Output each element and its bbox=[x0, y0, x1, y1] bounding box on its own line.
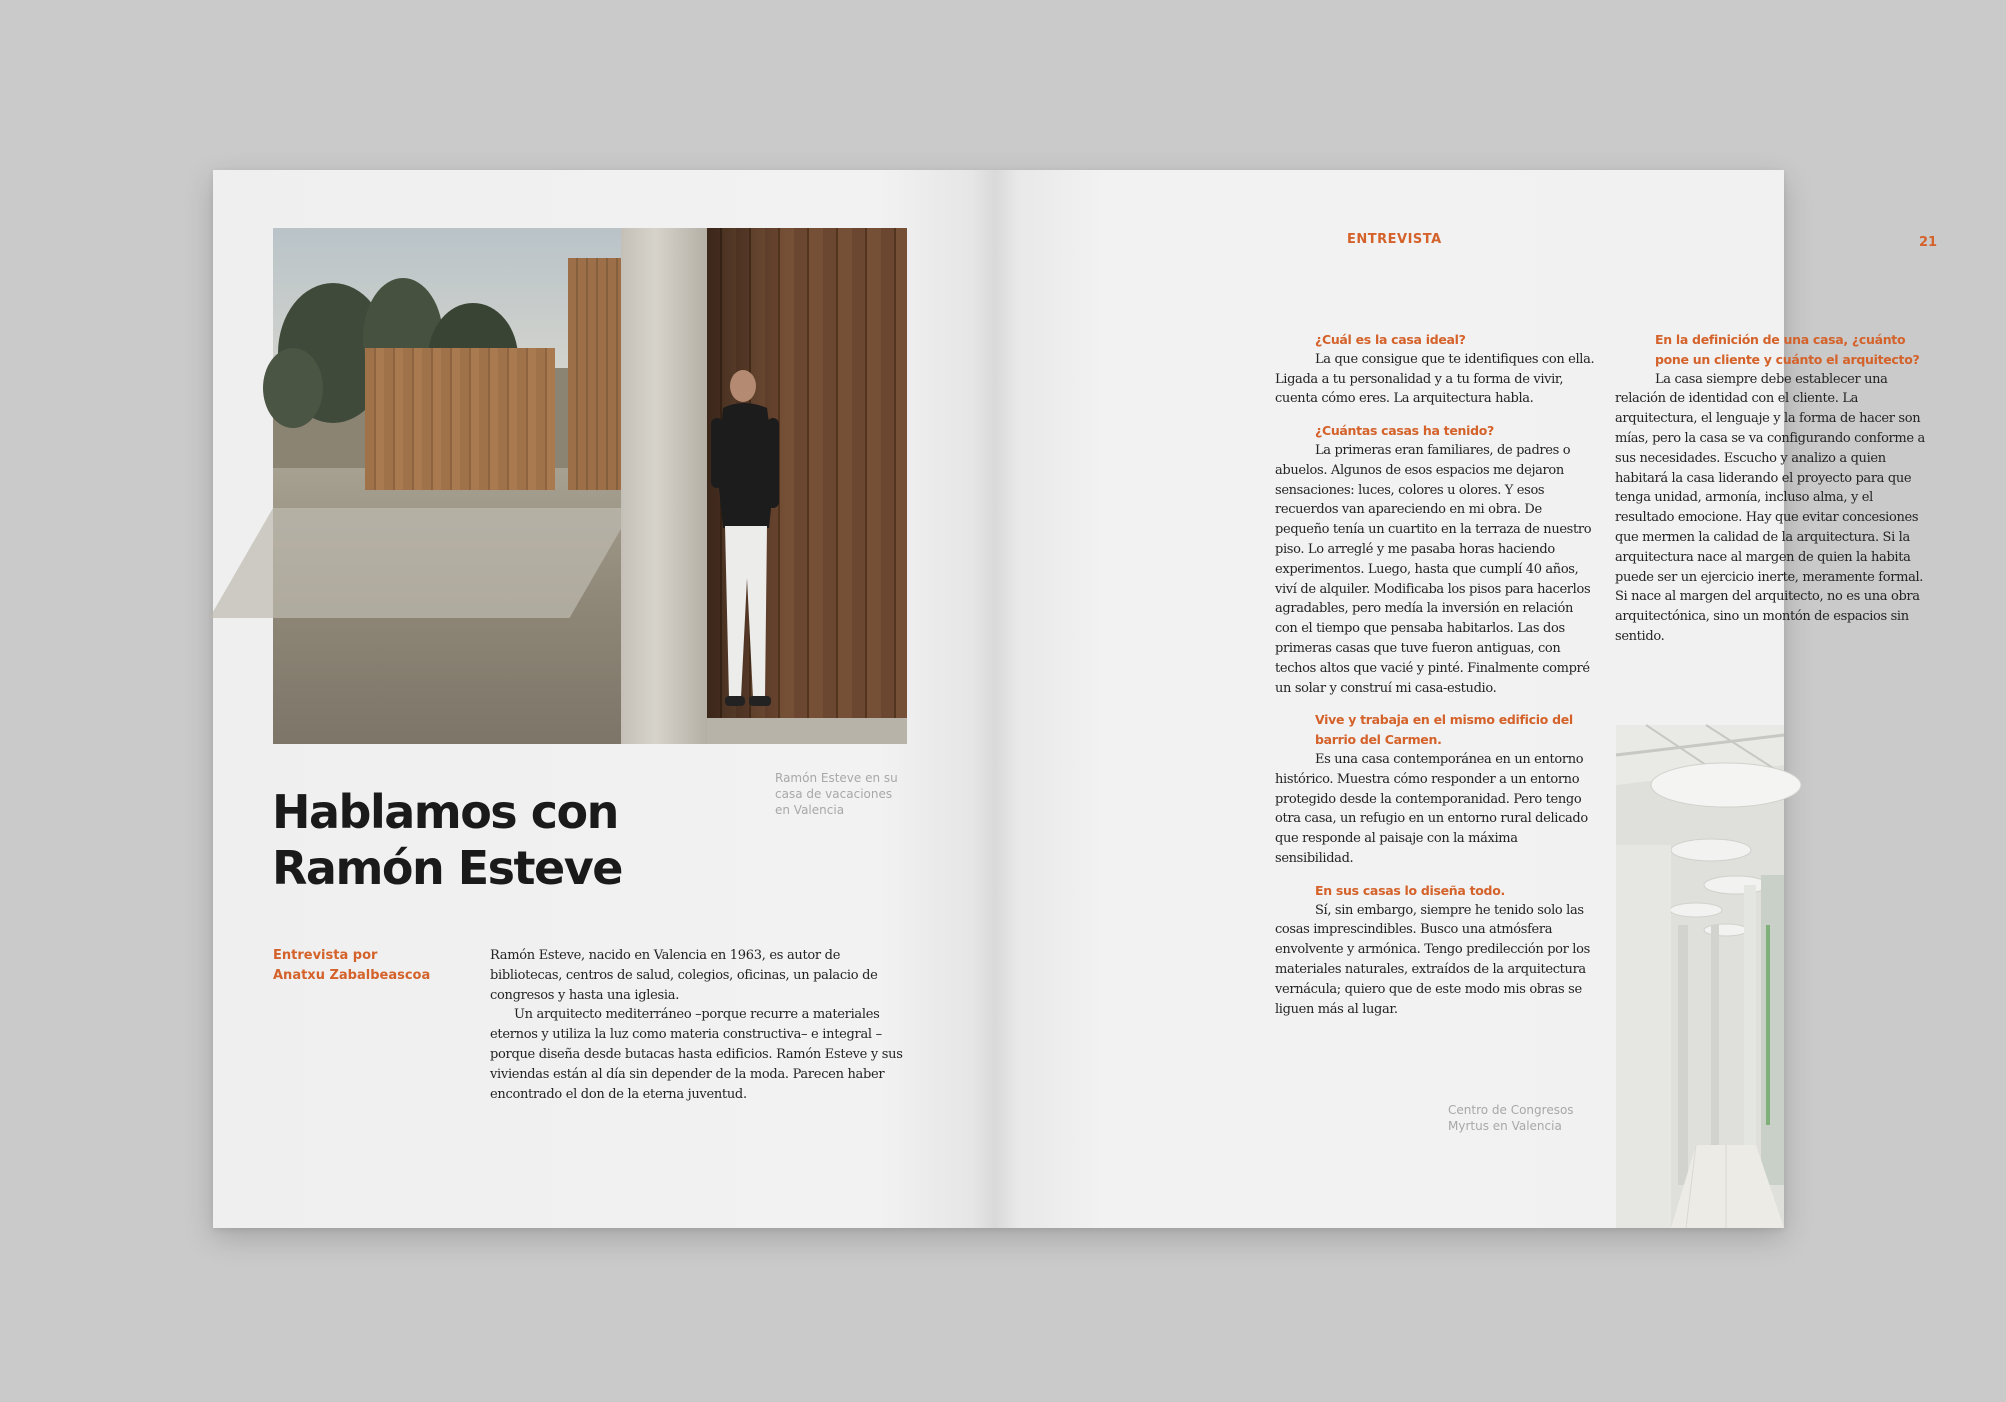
magazine-spread bbox=[213, 170, 1938, 1228]
caption-line: en Valencia bbox=[775, 803, 845, 817]
article-title bbox=[272, 784, 792, 896]
section-label: ENTREVISTA bbox=[1347, 232, 1442, 247]
intro-text bbox=[490, 946, 910, 1104]
congress-center-caption bbox=[1448, 1102, 1608, 1134]
answer: La primeras eran familiares, de padres o abuelos. Algunos de esos espacios me dejaron sensaciones: luces, colores u olores. Y esos recuerdos van apareciendo en mi obra. De pequeño tenía un cuartito en la terraza de nuestro piso. Lo arreglé y me pasaba horas haciendo experimentos. Luego, hasta que cumplí 40 años, viví de alquiler. Modificaba los pisos para hacerlos agradables, pero medía la inversión en relación con el tiempo que pensaba habitarlos. Las dos primeras casas que tuve fueron antiguas, con techos altos que vacié y pinté. Finalmente compré un solar y construí mi casa-estudio. bbox=[1275, 442, 1592, 696]
page-number: 21 bbox=[1919, 235, 1938, 250]
author-label: Entrevista por bbox=[273, 948, 378, 963]
intro-paragraph: Un arquitecto mediterráneo –porque recurre a materiales eternos y utiliza la luz como materia constructiva– e integral –porque diseña desde butacas hasta edificios. Ramón Esteve y sus viviendas están al día sin depender de la moda. Parecen haber encontrado el don de la eterna juventud. bbox=[490, 1007, 903, 1102]
photo-concrete-column bbox=[621, 228, 707, 744]
photo-wooden-wall bbox=[365, 348, 555, 490]
photo-path bbox=[209, 508, 633, 618]
qa-block bbox=[1275, 881, 1595, 1020]
caption-line: Ramón Esteve en su bbox=[775, 771, 898, 785]
question: ¿Cuál es la casa ideal? bbox=[1315, 332, 1466, 347]
qa-block bbox=[1275, 330, 1595, 409]
question: ¿Cuántas casas ha tenido? bbox=[1315, 423, 1494, 439]
congress-center-photo bbox=[1616, 725, 1784, 1228]
qa-column-1 bbox=[1275, 330, 1595, 1031]
qa-block bbox=[1275, 421, 1595, 698]
answer: Sí, sin embargo, siempre he tenido solo las cosas imprescindibles. Busco una atmósfera envolvente y armónica. Tengo predilección por los materiales naturales, extraídos de la arquitectura vernácula; quiero que de este modo mis obras se liguen más al lugar. bbox=[1275, 902, 1590, 1017]
answer: La casa siempre debe establecer una relación de identidad con el cliente. La arquitectura, el lenguaje y la forma de hacer son mías, pero la casa se va configurando conforme a sus necesidades. Escucho y analizo a quien habitará la casa liderando el proyecto para que tenga unidad, armonía, incluso alma, y el resultado emocione. Hay que evitar concesiones que mermen la calidad de la arquitectura. Si la arquitectura nace al margen de quien la habita puede ser un ejercicio inerte, meramente formal. Si nace al margen del arquitecto, no es una obra arquitectónica, sino un montón de espacios sin sentido. bbox=[1615, 371, 1925, 644]
question: En sus casas lo diseña todo. bbox=[1315, 882, 1505, 898]
intro-paragraph: Ramón Esteve, nacido en Valencia en 1963, es autor de bibliotecas, centros de salud, colegios, oficinas, un palacio de congresos y hasta una iglesia. bbox=[490, 948, 878, 1003]
question: En la definición de una casa, ¿cuánto pone un cliente y cuánto el arquitecto? bbox=[1655, 332, 1920, 367]
portrait-caption bbox=[775, 770, 915, 818]
photo-wooden-wall-tall bbox=[568, 258, 623, 490]
title-line: Hablamos con bbox=[272, 785, 618, 839]
answer: La que consigue que te identifiques con ella. Ligada a tu personalidad y a tu forma de vivir, cuenta cómo eres. La arquitectura habla. bbox=[1275, 351, 1595, 407]
left-page bbox=[213, 170, 995, 1228]
qa-block bbox=[1615, 330, 1935, 647]
answer: Es una casa contemporánea en un entorno histórico. Muestra cómo responder a un entorno protegido desde la contemporanidad. Pero tengo otra casa, un refugio en un entorno rural delicado que responde al paisaje con la máxima sensibilidad. bbox=[1275, 751, 1588, 866]
photo-person bbox=[709, 358, 799, 728]
caption-line: Myrtus en Valencia bbox=[1448, 1119, 1562, 1133]
author-credit bbox=[273, 946, 443, 986]
portrait-photo bbox=[273, 228, 907, 744]
caption-line: Centro de Congresos bbox=[1448, 1103, 1574, 1117]
author-name: Anatxu Zabalbeascoa bbox=[273, 968, 431, 983]
question: Vive y trabaja en el mismo edificio del barrio del Carmen. bbox=[1315, 712, 1573, 748]
caption-line: casa de vacaciones bbox=[775, 787, 893, 801]
congress-interior-illustration bbox=[1616, 725, 1784, 1228]
title-line: Ramón Esteve bbox=[272, 841, 622, 895]
qa-column-2 bbox=[1615, 330, 1935, 659]
right-page bbox=[995, 170, 1938, 1228]
qa-block bbox=[1275, 710, 1595, 868]
